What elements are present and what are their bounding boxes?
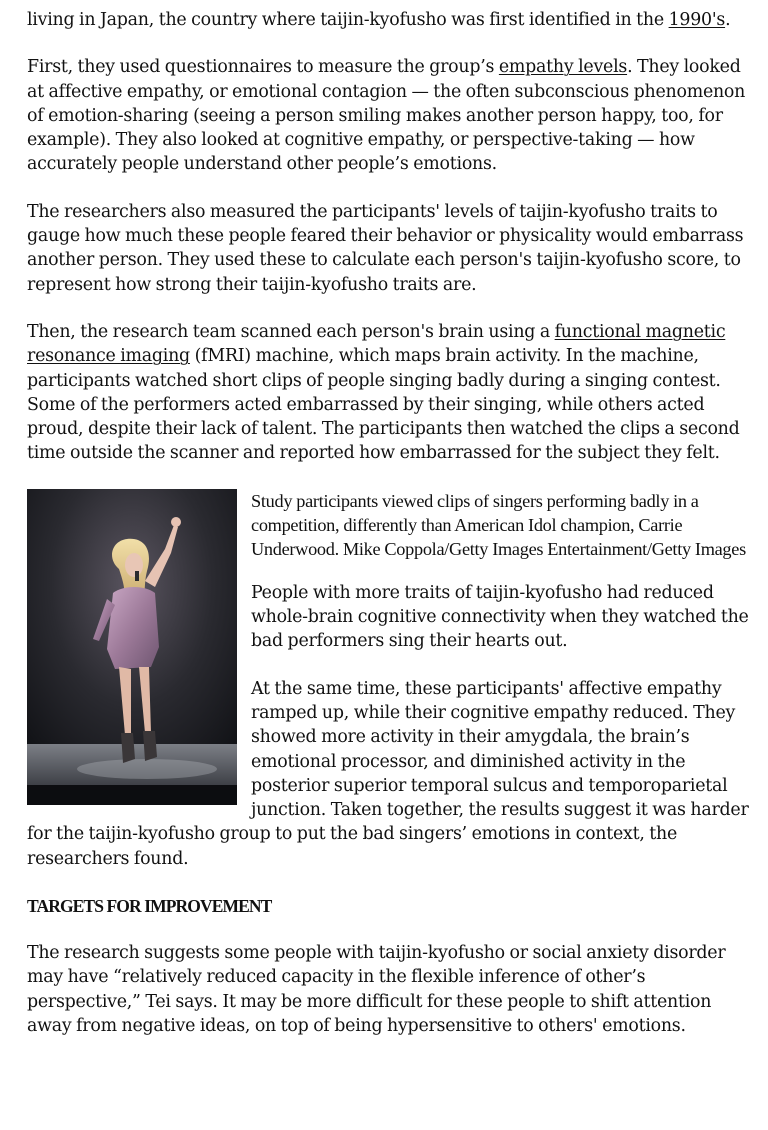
paragraph-amygdala: At the same time, these participants' affective empathy ramped up, while their cognitive empathy reduced. They showed more activity in their amygdala, the brain’s emotional processor, and diminished activity in the posterior superior temporal sulcus and temporoparietal junction. Taken together, the results suggest it was harder for the taijin-kyofusho group to put the bad singers’ emotions in context, the researchers found. (27, 678, 749, 869)
paragraph-questionnaires-rest: . They looked at affective empathy, or emotional contagion — the often subconscious phenomenon of emotion-sharing (seeing a person smiling makes another person happy, too, for example). They also looked at cognitive empathy, or perspective-taking — how accurately people understand other people’s emotions. (27, 57, 746, 175)
paragraph-fmri-rest: (fMRI) machine, which maps brain activity. In the machine, participants watched short clips of people singing badly during a singing contest. Some of the performers acted embarrassed by their singing, while others acted proud, despite their lack of talent. The participants then watched the clips a second time outside the scanner and reported how embarrassed for the subject they felt. (27, 346, 740, 464)
paragraph-intro (27, 8, 749, 32)
paragraph-questionnaires (27, 55, 749, 176)
paragraph-intro-text: living in Japan, the country where taijin-kyofusho was first identified in the (27, 10, 669, 30)
paragraph-traits: The researchers also measured the participants' levels of taijin-kyofusho traits to gauge how much these people feared their behavior or physicality would embarrass another person. They used these to calculate each person's taijin-kyofusho score, to represent how strong their taijin-kyofusho traits are. (27, 201, 744, 295)
paragraph-questionnaires-text: First, they used questionnaires to measure the group’s (27, 57, 499, 78)
paragraph-connectivity: People with more traits of taijin-kyofusho had reduced whole-brain cognitive connectivity when they watched the bad performers sing their hearts out. (251, 582, 749, 652)
paragraph-fmri-text: Then, the research team scanned each person's brain using a (27, 321, 555, 342)
link-fmri[interactable]: functional magnetic resonance imaging (27, 321, 726, 367)
link-1990s[interactable]: 1990's (668, 10, 726, 30)
photo-caption: Study participants viewed clips of singers performing badly in a competition, differently than American Idol champion, Carrie Underwood. Mike Coppola/Getty Images Entertainment/Getty Images (251, 490, 746, 559)
section-heading: TARGETS FOR IMPROVEMENT (27, 896, 272, 917)
figure-block (27, 489, 749, 871)
link-empathy-levels[interactable]: empathy levels (498, 57, 628, 78)
singer-photo-illustration (27, 489, 237, 805)
paragraph-fmri (27, 320, 749, 466)
article-body (27, 8, 749, 1061)
paragraph-research: The research suggests some people with taijin-kyofusho or social anxiety disorder may have “relatively reduced capacity in the flexible inference of other’s perspective,” Tei says. It may be more difficult for these people to shift attention away from negative ideas, on top of being hypersensitive to others' emotions. (27, 943, 726, 1036)
singer-photo (27, 489, 237, 805)
paragraph-intro-end: . (725, 10, 731, 30)
